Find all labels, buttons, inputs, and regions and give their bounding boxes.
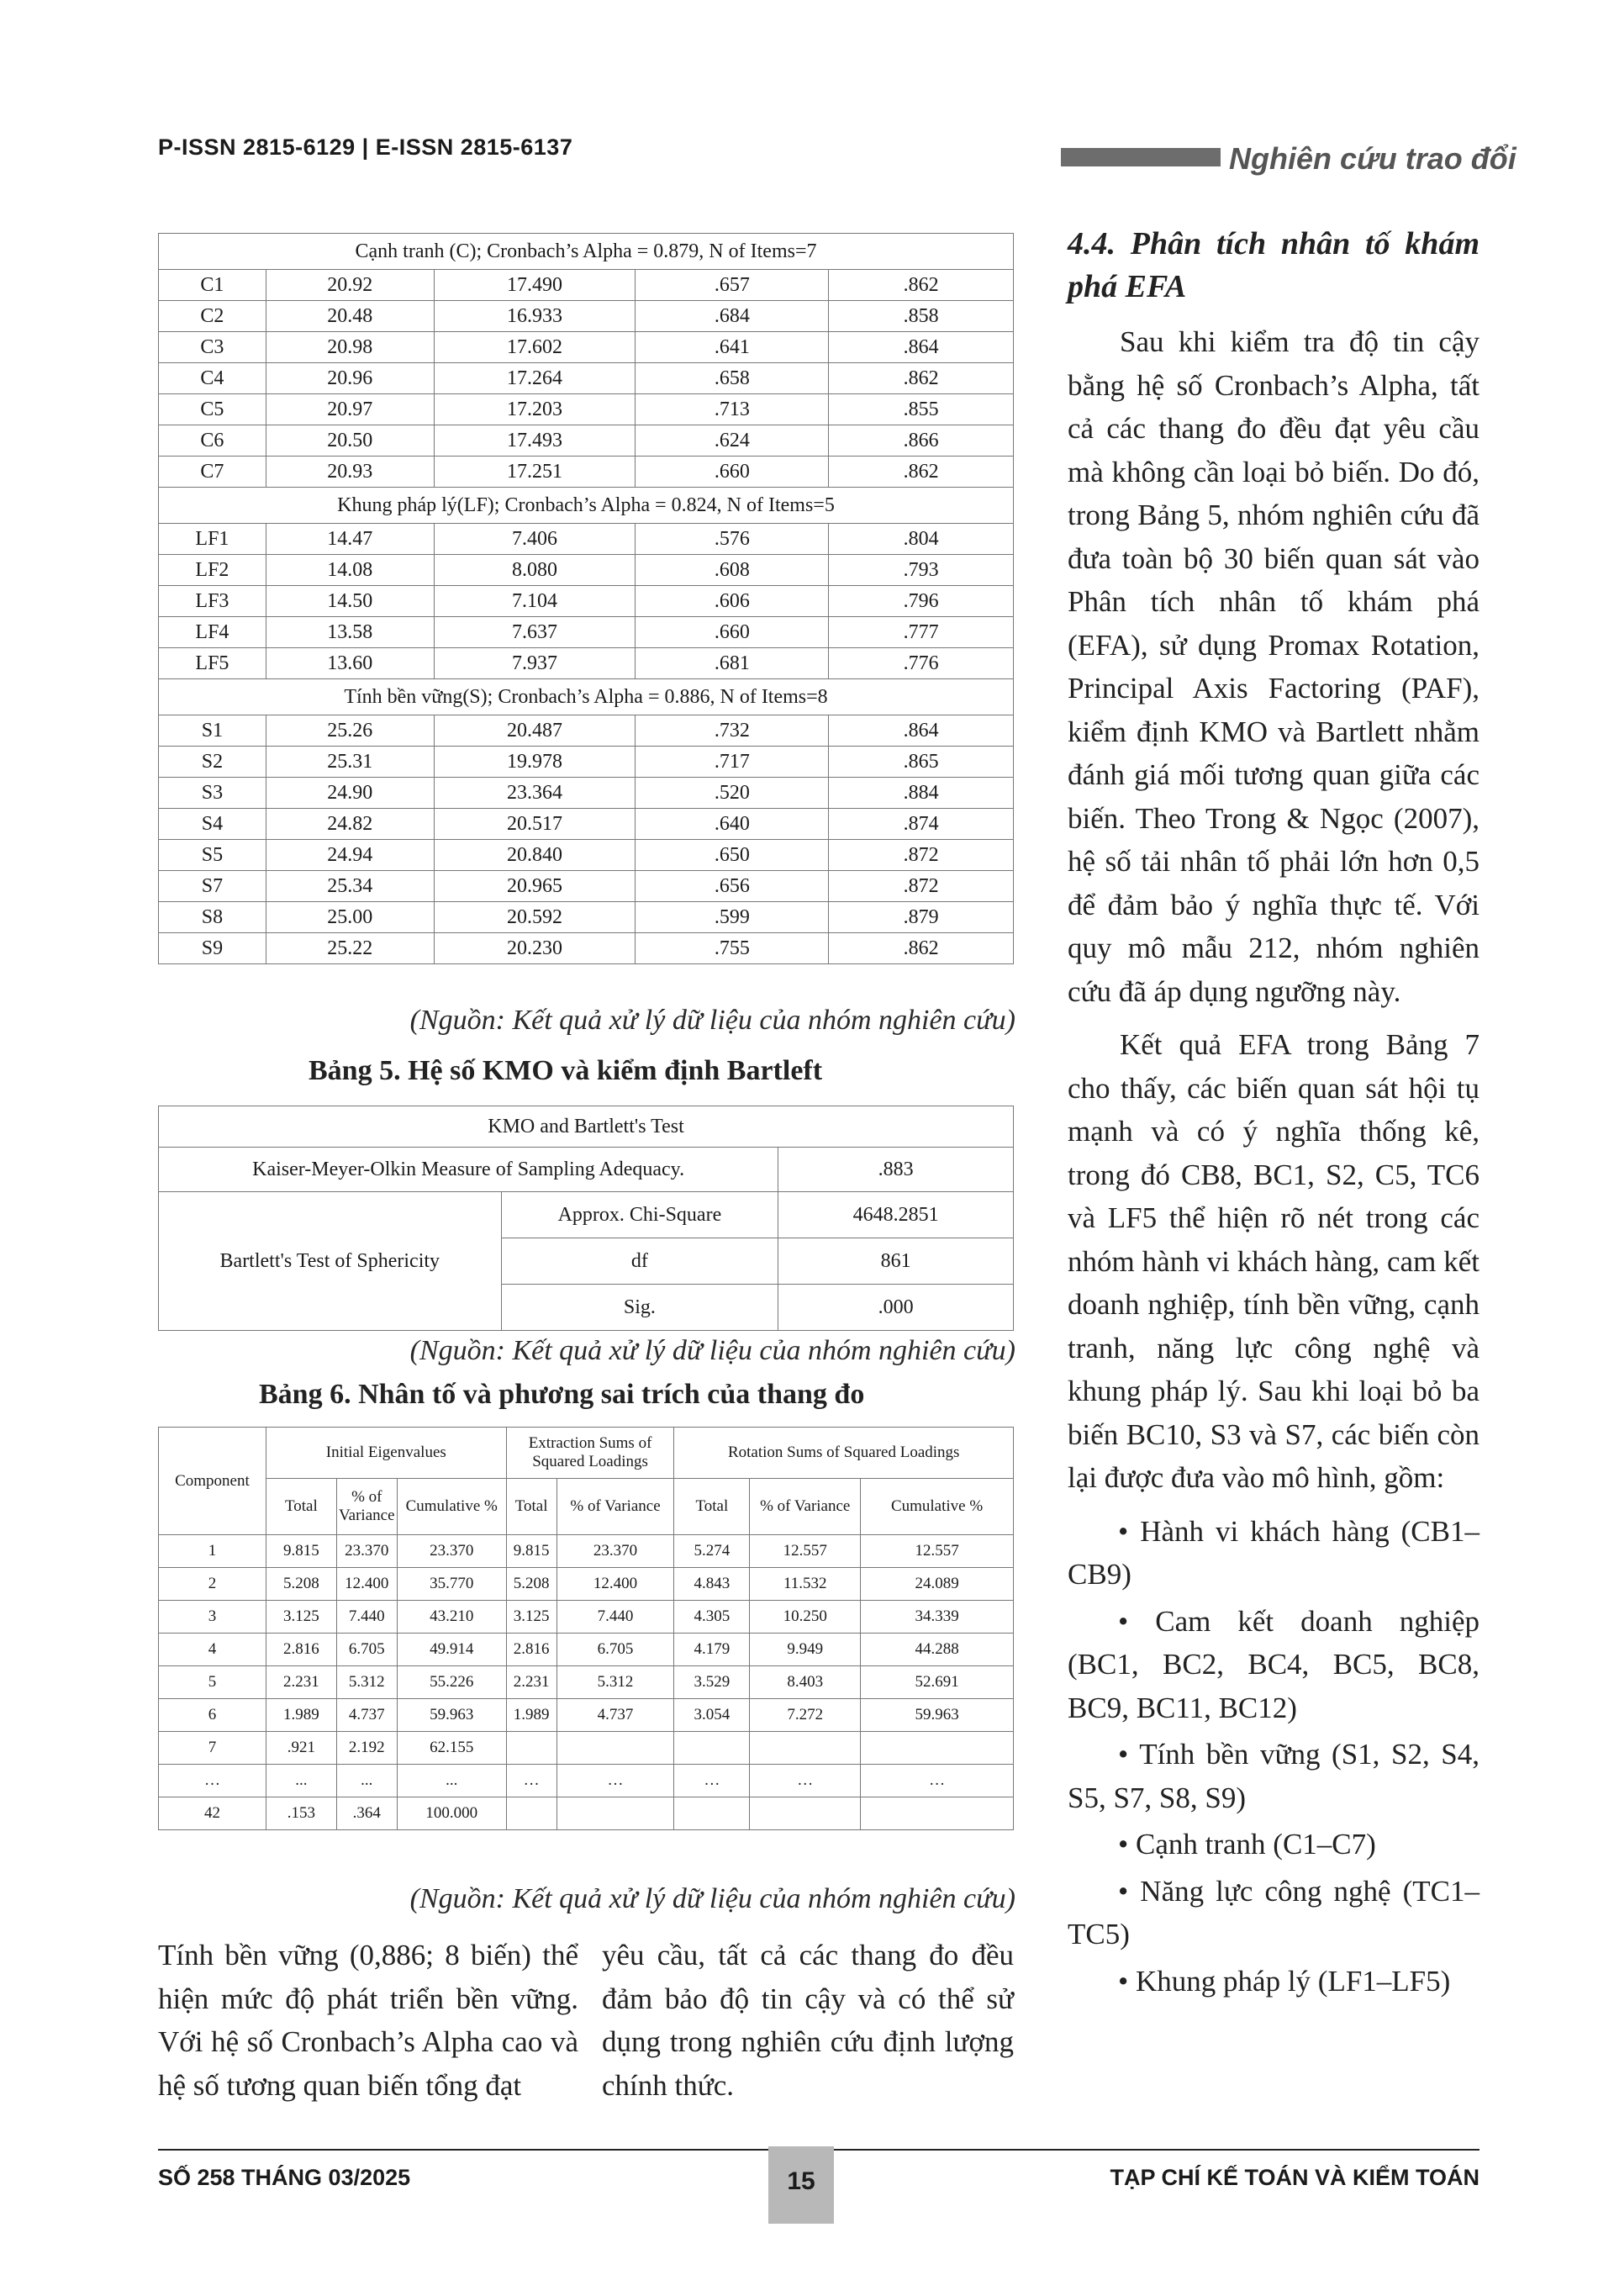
bartlett-row-label: df [501,1238,778,1285]
table-cell: .717 [636,747,829,778]
table-cell: 1.989 [506,1699,556,1732]
table-row [159,301,1014,332]
table-cell: .872 [829,840,1014,871]
table-cell: .793 [829,555,1014,586]
table-cell: 12.557 [750,1535,861,1568]
bartlett-row-label: Sig. [501,1285,778,1331]
table6-caption: Bảng 6. Nhân tố và phương sai trích của thang đo [259,1379,865,1410]
table-cell: 52.691 [861,1666,1014,1699]
table-cell: 20.93 [266,457,434,488]
table-cell: .576 [636,524,829,555]
table-cell: 1.989 [266,1699,336,1732]
table-cell: 24.82 [266,809,434,840]
table-cell: 14.50 [266,586,434,617]
section-heading: 4.4. Phân tích nhân tố khám phá EFA [1068,226,1480,304]
table-cell: 19.978 [434,747,636,778]
table-row [159,524,1014,555]
table-cell: .776 [829,648,1014,679]
table-cell: 14.08 [266,555,434,586]
table-cell: 12.557 [861,1535,1014,1568]
item-code: C2 [159,301,266,332]
table-cell [861,1797,1014,1830]
table-cell: 8.080 [434,555,636,586]
item-code: S1 [159,715,266,747]
extraction-header: Extraction Sums of Squared Loadings [506,1428,674,1479]
section-title: Nghiên cứu trao đổi [1229,141,1516,176]
bullet-item: • Hành vi khách hàng (CB1–CB9) [1068,1514,1480,1591]
table-cell: 17.602 [434,332,636,363]
table-cell: 4.305 [674,1601,750,1634]
table-row [159,425,1014,457]
table-cell: ... [336,1765,397,1797]
table-cell: 4.843 [674,1568,750,1601]
table-cell: ... [397,1765,506,1797]
table-cell: 12.400 [336,1568,397,1601]
table-cell: 25.22 [266,933,434,964]
table-cell: 55.226 [397,1666,506,1699]
kmo-value: .883 [778,1148,1014,1192]
table-cell: 20.517 [434,809,636,840]
kmo-label: Kaiser-Meyer-Olkin Measure of Sampling Adequacy. [159,1148,778,1192]
component-number: 4 [159,1634,266,1666]
table-row [159,871,1014,902]
table-cell: .520 [636,778,829,809]
table-cell: .921 [266,1732,336,1765]
table-cell: .657 [636,270,829,301]
table-cell: 4.179 [674,1634,750,1666]
item-code: C1 [159,270,266,301]
item-code: S8 [159,902,266,933]
table-cell: .866 [829,425,1014,457]
table-row [159,457,1014,488]
table-row [159,363,1014,394]
item-code: LF3 [159,586,266,617]
table-cell: ... [266,1765,336,1797]
table-cell: .660 [636,617,829,648]
table-cell: 20.50 [266,425,434,457]
table-cell: 2.816 [506,1634,556,1666]
table-row [159,1568,1014,1601]
subheader: % of Variance [750,1479,861,1535]
table-cell: .658 [636,363,829,394]
table-cell: 17.490 [434,270,636,301]
table-cell [556,1732,674,1765]
table-row [159,747,1014,778]
table-cell: 17.203 [434,394,636,425]
table-cell [674,1732,750,1765]
table-cell: 62.155 [397,1732,506,1765]
table-cell [861,1732,1014,1765]
table-cell: 5.312 [336,1666,397,1699]
table-cell: 20.98 [266,332,434,363]
table-cell: .874 [829,809,1014,840]
table-cell: 20.840 [434,840,636,871]
table-row [159,394,1014,425]
table-cell: 16.933 [434,301,636,332]
table-cell: 6.705 [556,1634,674,1666]
table-cell: .858 [829,301,1014,332]
table-cell: 24.94 [266,840,434,871]
table-cell: 25.34 [266,871,434,902]
item-code: S9 [159,933,266,964]
table-cell: 9.949 [750,1634,861,1666]
initial-eigenvalues-header: Initial Eigenvalues [266,1428,506,1479]
table-cell: .732 [636,715,829,747]
subheader: Total [266,1479,336,1535]
table-cell: 20.92 [266,270,434,301]
bullet-item: • Khung pháp lý (LF1–LF5) [1118,1964,1451,1998]
table-cell: 11.532 [750,1568,861,1601]
bartlett-row-value: .000 [778,1285,1014,1331]
bartlett-row-label: Approx. Chi-Square [501,1192,778,1238]
group-title: Tính bền vững(S); Cronbach’s Alpha = 0.886, N of Items=8 [159,679,1014,715]
item-code: LF2 [159,555,266,586]
table-cell [556,1797,674,1830]
item-code: C7 [159,457,266,488]
table-cell: 6.705 [336,1634,397,1666]
table-row [159,778,1014,809]
item-code: C6 [159,425,266,457]
table-row [159,809,1014,840]
table-cell: 44.288 [861,1634,1014,1666]
table-cell: .864 [829,332,1014,363]
issue-label: SỐ 258 THÁNG 03/2025 [158,2165,411,2190]
right-column [1068,223,1480,2006]
table-cell: 17.493 [434,425,636,457]
reliability-table [158,233,1014,964]
table-row [159,270,1014,301]
group-title: Cạnh tranh (C); Cronbach’s Alpha = 0.879, N of Items=7 [159,234,1014,270]
table-cell: 17.264 [434,363,636,394]
bartlett-row-value: 861 [778,1238,1014,1285]
table-row [159,1634,1014,1666]
table-row [159,1601,1014,1634]
table-cell: .656 [636,871,829,902]
item-code: LF1 [159,524,266,555]
table-cell: 35.770 [397,1568,506,1601]
table-cell: 5.208 [266,1568,336,1601]
bullet-item: • Cam kết doanh nghiệp (BC1, BC2, BC4, BC5, BC8, BC9, BC11, BC12) [1068,1604,1480,1724]
kmo-table-header: KMO and Bartlett's Test [159,1106,1014,1148]
bullet-item: • Năng lực công nghệ (TC1–TC5) [1068,1874,1480,1950]
table-cell: 20.230 [434,933,636,964]
table-cell: 2.231 [506,1666,556,1699]
table-cell: .872 [829,871,1014,902]
table-cell: 5.312 [556,1666,674,1699]
table5-caption: Bảng 5. Hệ số KMO và kiểm định Bartleft [309,1055,823,1086]
table-cell: 20.48 [266,301,434,332]
table-cell: .865 [829,747,1014,778]
paragraph: Kết quả EFA trong Bảng 7 cho thấy, các biến quan sát hội tụ mạnh và có ý nghĩa thống kê, trong đó CB8, BC1, S2, C5, TC6 và LF5 thể hiện rõ nét trong các nhóm hành vi khách hàng, cam kết doanh nghiệp, tính bền vững, cạnh tranh, năng lực công nghệ và khung pháp lý. Sau khi loại bỏ ba biến BC10, S3 và S7, các biến còn lại được đưa vào mô hình, gồm: [1068,1028,1480,1494]
table-cell [506,1797,556,1830]
table-cell: 7.272 [750,1699,861,1732]
table-cell: .608 [636,555,829,586]
body-text-left: Tính bền vững (0,886; 8 biến) thể hiện mức độ phát triển bền vững. Với hệ số Cronbach’s Alpha cao và hệ số tương quan biến tổng đạt [158,1939,578,2102]
table-cell: 3.529 [674,1666,750,1699]
table-row [159,1765,1014,1797]
rotation-header: Rotation Sums of Squared Loadings [674,1428,1014,1479]
table-row [159,617,1014,648]
table-cell: 2.231 [266,1666,336,1699]
component-number: … [159,1765,266,1797]
table-cell: … [861,1765,1014,1797]
table-cell: .640 [636,809,829,840]
table-row [159,332,1014,363]
table5-source: (Nguồn: Kết quả xử lý dữ liệu của nhóm nghiên cứu) [409,1335,1015,1366]
table-cell: 7.440 [556,1601,674,1634]
table-cell: 43.210 [397,1601,506,1634]
subheader: Total [674,1479,750,1535]
table-cell: 5.208 [506,1568,556,1601]
table-cell: 24.90 [266,778,434,809]
table-cell: 49.914 [397,1634,506,1666]
table-cell: 23.370 [336,1535,397,1568]
table-cell: 59.963 [397,1699,506,1732]
table-cell: 9.815 [266,1535,336,1568]
table-cell: 3.125 [506,1601,556,1634]
table-cell: .796 [829,586,1014,617]
table-row [159,1535,1014,1568]
table-cell: 7.937 [434,648,636,679]
table-cell: 4.737 [336,1699,397,1732]
table-cell: .804 [829,524,1014,555]
issn-line: P-ISSN 2815-6129 | E-ISSN 2815-6137 [158,135,573,160]
table-cell: 4.737 [556,1699,674,1732]
table-row [159,586,1014,617]
table-cell: .864 [829,715,1014,747]
subheader: Cumulative % [861,1479,1014,1535]
table-cell: 7.406 [434,524,636,555]
table-cell: 23.370 [556,1535,674,1568]
component-number: 42 [159,1797,266,1830]
table-cell: 13.58 [266,617,434,648]
table-row [159,1732,1014,1765]
bartlett-row-value: 4648.2851 [778,1192,1014,1238]
table-cell: 24.089 [861,1568,1014,1601]
table-cell: .862 [829,270,1014,301]
table-row [159,933,1014,964]
table-cell: … [556,1765,674,1797]
eigenvalue-table [158,1427,1014,1830]
subheader: % of Variance [556,1479,674,1535]
table-cell: 20.487 [434,715,636,747]
table-cell: 3.054 [674,1699,750,1732]
table-cell: 12.400 [556,1568,674,1601]
table-cell: 20.97 [266,394,434,425]
table-cell: 25.31 [266,747,434,778]
table-cell: 2.816 [266,1634,336,1666]
item-code: S4 [159,809,266,840]
table-row [159,1797,1014,1830]
table-cell: 100.000 [397,1797,506,1830]
item-code: LF5 [159,648,266,679]
table-row [159,648,1014,679]
table-cell: .884 [829,778,1014,809]
item-code: S2 [159,747,266,778]
table-row [159,715,1014,747]
table-cell: 9.815 [506,1535,556,1568]
table-cell: … [750,1765,861,1797]
table-cell: 7.104 [434,586,636,617]
table-cell: 20.592 [434,902,636,933]
item-code: C5 [159,394,266,425]
table-row [159,840,1014,871]
table-cell: .660 [636,457,829,488]
table-cell [506,1732,556,1765]
table-cell: 25.26 [266,715,434,747]
table-cell: .777 [829,617,1014,648]
item-code: C3 [159,332,266,363]
bullet-item: • Cạnh tranh (C1–C7) [1118,1828,1376,1861]
table-cell: .624 [636,425,829,457]
subheader: Total [506,1479,556,1535]
table-cell: 8.403 [750,1666,861,1699]
table-cell: .755 [636,933,829,964]
table-cell: 7.637 [434,617,636,648]
table-cell: .862 [829,933,1014,964]
table4-source: (Nguồn: Kết quả xử lý dữ liệu của nhóm nghiên cứu) [409,1005,1015,1036]
component-number: 6 [159,1699,266,1732]
table-cell: 23.364 [434,778,636,809]
table-cell: .684 [636,301,829,332]
table-cell: .879 [829,902,1014,933]
table-row [159,902,1014,933]
component-number: 7 [159,1732,266,1765]
table6-source: (Nguồn: Kết quả xử lý dữ liệu của nhóm nghiên cứu) [409,1883,1015,1914]
table-cell: .364 [336,1797,397,1830]
item-code: S5 [159,840,266,871]
kmo-table [158,1106,1014,1331]
table-cell: .599 [636,902,829,933]
table-row [159,1699,1014,1732]
table-cell [750,1732,861,1765]
table-cell: 13.60 [266,648,434,679]
table-cell: 34.339 [861,1601,1014,1634]
table-cell: 59.963 [861,1699,1014,1732]
subheader: Cumulative % [397,1479,506,1535]
component-header: Component [159,1428,266,1535]
table-cell: .681 [636,648,829,679]
component-number: 1 [159,1535,266,1568]
component-number: 3 [159,1601,266,1634]
table-cell: .713 [636,394,829,425]
table-cell: 14.47 [266,524,434,555]
item-code: C4 [159,363,266,394]
table-cell: .606 [636,586,829,617]
table-cell: … [506,1765,556,1797]
bullet-item: • Tính bền vững (S1, S2, S4, S5, S7, S8, S9) [1068,1738,1480,1814]
body-text-middle: yêu cầu, tất cả các thang đo đều đảm bảo độ tin cậy và có thể sử dụng trong nghiên cứu định lượng chính thức. [602,1939,1014,2102]
table-cell: 3.125 [266,1601,336,1634]
table-row [159,1666,1014,1699]
table-cell: 23.370 [397,1535,506,1568]
component-number: 5 [159,1666,266,1699]
bartlett-label: Bartlett's Test of Sphericity [159,1192,502,1331]
table-cell: 10.250 [750,1601,861,1634]
table-cell: 5.274 [674,1535,750,1568]
paragraph: Sau khi kiểm tra độ tin cậy bằng hệ số Cronbach’s Alpha, tất cả các thang đo đều đạt yêu cầu mà không cần loại bỏ biến. Do đó, trong Bảng 5, nhóm nghiên cứu đã đưa toàn bộ 30 biến quan sát vào Phân tích nhân tố khám phá (EFA), sử dụng Promax Rotation, Principal Axis Factoring (PAF), kiểm định KMO và Bartlett nhằm đánh giá mối tương quan giữa các biến. Theo Trong & Ngọc (2007), hệ số tải nhân tố phải lớn hơn 0,5 để đảm bảo ý nghĩa thực tế. Với quy mô mẫu 212, nhóm nghiên cứu đã áp dụng ngưỡng này. [1068,325,1480,1008]
group-title: Khung pháp lý(LF); Cronbach’s Alpha = 0.824, N of Items=5 [159,488,1014,524]
table-cell: 7.440 [336,1601,397,1634]
table-cell: 17.251 [434,457,636,488]
table-cell: .862 [829,363,1014,394]
table-cell: .862 [829,457,1014,488]
table-cell: .650 [636,840,829,871]
table-cell: .641 [636,332,829,363]
header-bar [1061,148,1221,166]
table-cell [674,1797,750,1830]
item-code: S3 [159,778,266,809]
item-code: LF4 [159,617,266,648]
item-code: S7 [159,871,266,902]
subheader: % of Variance [336,1479,397,1535]
page-number: 15 [787,2167,815,2195]
table-cell: … [674,1765,750,1797]
table-cell [750,1797,861,1830]
table-cell: 2.192 [336,1732,397,1765]
component-number: 2 [159,1568,266,1601]
table-cell: .855 [829,394,1014,425]
journal-name: TẠP CHÍ KẾ TOÁN VÀ KIỂM TOÁN [1110,2165,1480,2190]
table-cell: 25.00 [266,902,434,933]
table-cell: .153 [266,1797,336,1830]
table-cell: 20.965 [434,871,636,902]
table-cell: 20.96 [266,363,434,394]
table-row [159,555,1014,586]
